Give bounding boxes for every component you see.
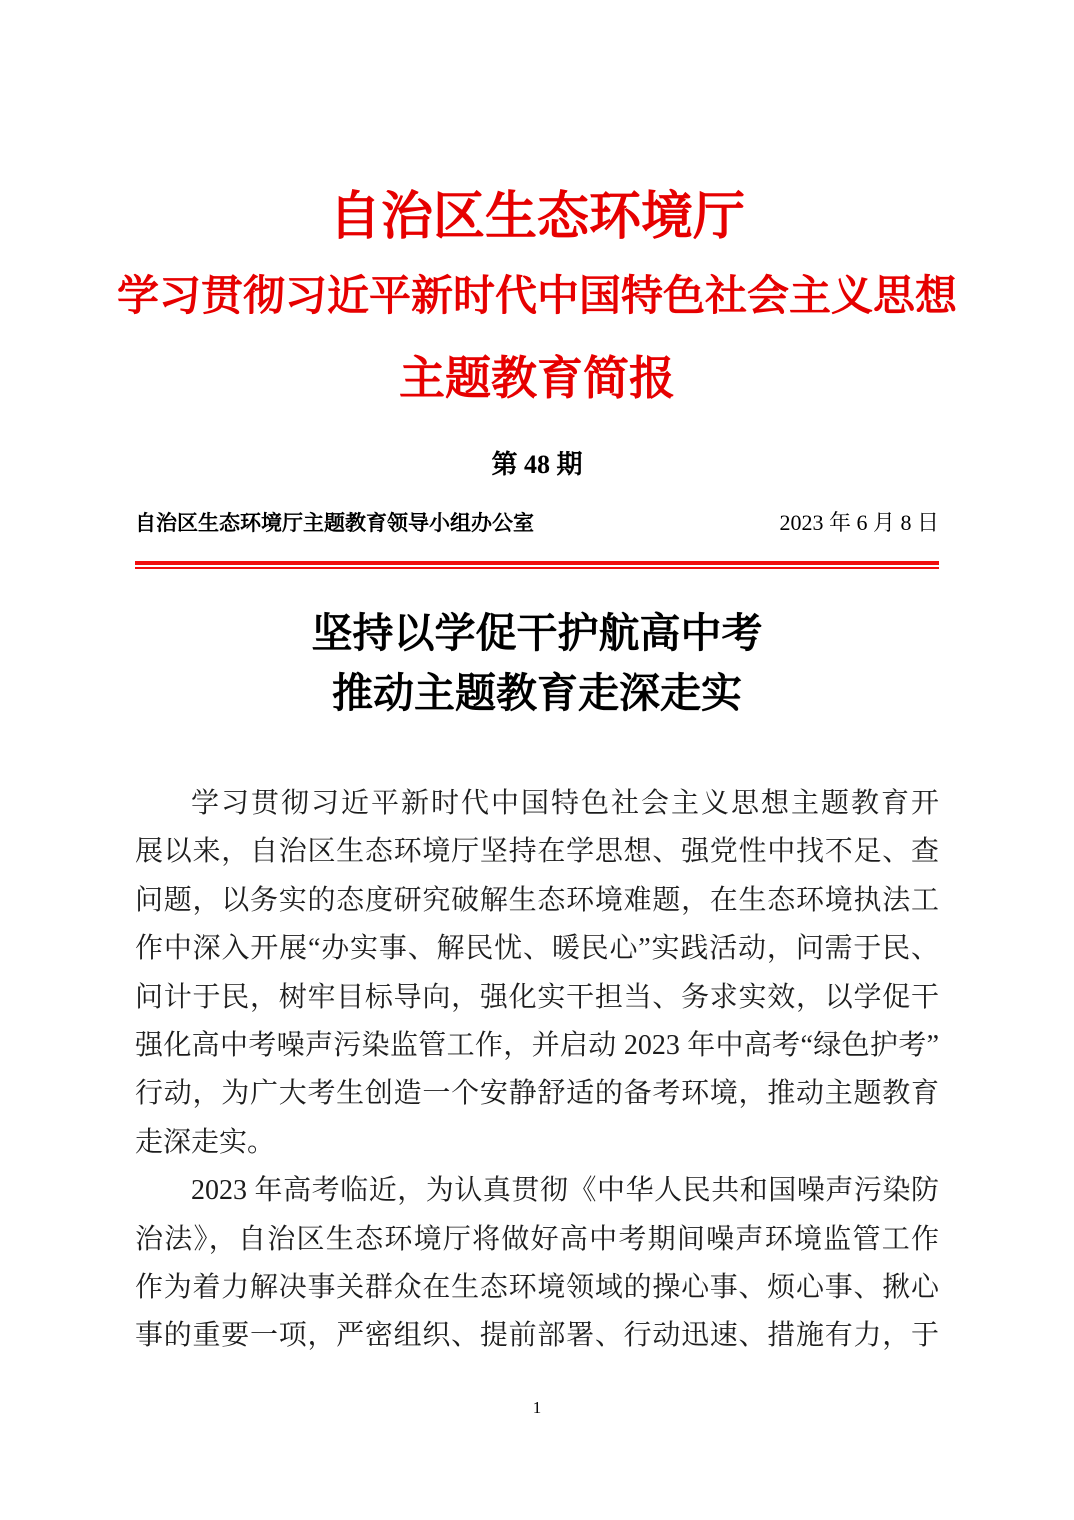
body-line: 强化高中考噪声污染监管工作，并启动 2023 年中高考“绿色护考” [135, 1029, 939, 1061]
masthead-title-line-2: 学习贯彻习近平新时代中国特色社会主义思想 [117, 274, 958, 320]
body-line: 展以来，自治区生态环境厅坚持在学思想、强党性中找不足、查 [135, 836, 939, 868]
masthead-title-line-1: 自治区生态环境厅 [328, 188, 745, 246]
body-line: 2023 年高考临近，为认真贯彻《中华人民共和国噪声污染防 [191, 1175, 939, 1207]
paragraph [135, 780, 939, 1167]
body-line: 行动，为广大考生创造一个安静舒适的备考环境，推动主题教育 [135, 1078, 939, 1110]
red-double-rule [135, 561, 939, 569]
bulletin-masthead [117, 170, 958, 569]
article-headline [135, 603, 939, 723]
body-line: 作为着力解决事关群众在生态环境领域的操心事、烦心事、揪心 [135, 1271, 939, 1303]
body-line: 作中深入开展“办实事、解民忧、暖民心”实践活动，问需于民、 [135, 933, 939, 965]
body-line: 问计于民，树牢目标导向，强化实干担当、务求实效，以学促干 [135, 981, 939, 1013]
masthead-title-block [117, 170, 958, 416]
page-number: 1 [532, 1398, 542, 1417]
body-line: 问题，以务实的态度研究破解生态环境难题，在生态环境执法工 [135, 884, 939, 916]
issuer-date-row [135, 506, 939, 537]
article-headline-line-2: 推动主题教育走深走实 [332, 670, 742, 716]
body-line: 治法》，自治区生态环境厅将做好高中考期间噪声环境监管工作 [135, 1223, 939, 1255]
article-body [135, 780, 939, 1361]
issue-number: 第 48 期 [491, 450, 583, 479]
issuing-office: 自治区生态环境厅主题教育领导小组办公室 [135, 511, 534, 535]
masthead-title-line-3: 主题教育简报 [399, 353, 675, 404]
issue-date: 2023 年 6 月 8 日 [779, 510, 939, 535]
body-line: 学习贯彻习近平新时代中国特色社会主义思想主题教育开 [191, 788, 939, 819]
body-line: 走深走实。 [135, 1126, 276, 1158]
body-line: 事的重要一项，严密组织、提前部署、行动迅速、措施有力，于 [135, 1320, 939, 1352]
article-headline-line-1: 坚持以学促干护航高中考 [311, 610, 763, 656]
paragraph [135, 1167, 939, 1361]
article [135, 603, 939, 1361]
